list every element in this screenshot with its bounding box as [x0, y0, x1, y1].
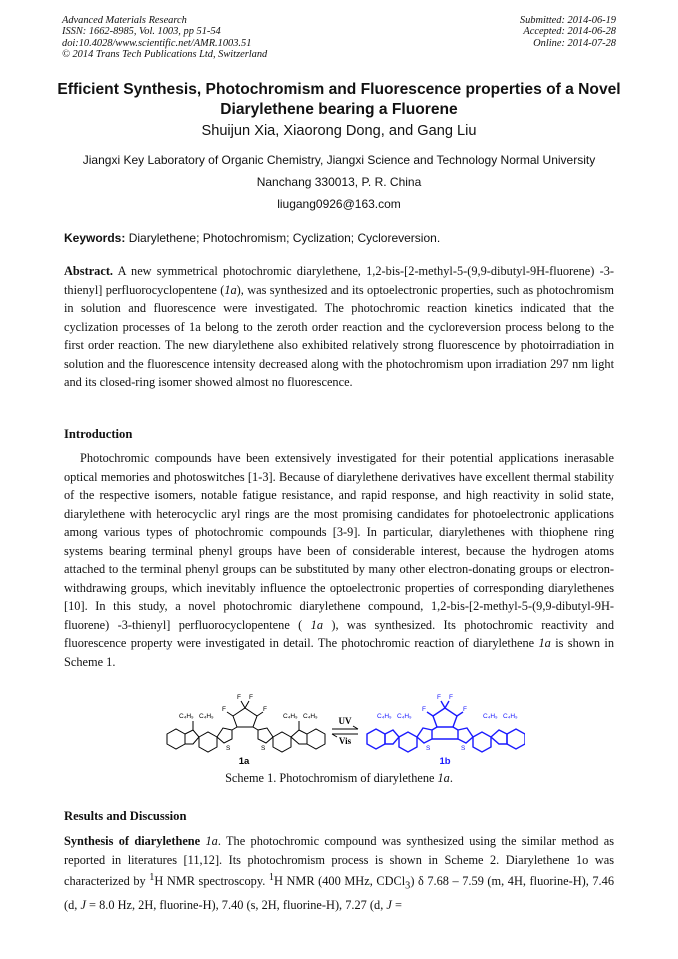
c4h9-label: C₄H₉ [199, 713, 214, 720]
results-compound: 1a [205, 834, 218, 848]
results-text-2: H NMR spectroscopy. [154, 874, 269, 889]
subscript: 3 [405, 880, 411, 892]
fluorine-label: F [237, 694, 241, 701]
results-text-4: ) δ 7.68 – 7.59 (m, 4H, fluorine-H), 7.46 (d, [64, 874, 614, 913]
email: liugang0926@163.com [277, 197, 401, 211]
affiliation-line-1: Jiangxi Key Laboratory of Organic Chemistry, Jiangxi Science and Technology Normal University [82, 153, 596, 167]
open-isomer-label: 1a [238, 756, 250, 767]
intro-text-1: Photochromic compounds have been extensively investigated for their potential applications inerasable optical memories and photoswitches [1-3]. Because of diarylethene derivatives have excellent thermal stability of the respective isomers, notable fatigue resistance, and rapid response, and high reactivity in solid state, diarylethene with heterocyclic aryl rings are the most promising candidates for photoelectronic applications among various types of photochromic compounds [3-9]. In particular, diarylethenes with thiophene ring systems bearing terminal phenyl groups have been of considerable interest, because the hydrogen atoms attached to the terminal phenyl groups can be substituted by many other electron-donating groups or electron-withdrawing groups, which inevitably influence the optoelectronic properties of corresponding diarylethenes [10]. In this study, a novel photochromic diarylethene compound, 1,2-bis-[2-methyl-5-(9,9-dibutyl-9H-fluorene) -3-thienyl] perfluorocyclopentene ( [64, 451, 614, 632]
c4h9-label: C₄H₉ [503, 713, 518, 720]
fluorine-label: F [449, 694, 453, 701]
caption-compound: 1a [437, 771, 450, 785]
c4h9-label: C₄H₉ [377, 713, 392, 720]
c4h9-label: C₄H₉ [179, 713, 194, 720]
introduction-heading: Introduction [64, 427, 133, 441]
closed-isomer-structure [367, 701, 525, 752]
results-text [64, 832, 614, 915]
sulfur-label: S [261, 745, 266, 752]
sulfur-label: S [426, 745, 431, 752]
scheme-1-figure [165, 680, 525, 768]
affiliation [0, 149, 678, 215]
accepted-date: Accepted: 2014-06-28 [523, 26, 616, 38]
c4h9-label: C₄H₉ [483, 713, 498, 720]
fluorine-label: F [463, 706, 467, 713]
sulfur-label: S [226, 745, 231, 752]
scheme-1-caption [0, 771, 678, 786]
submitted-date: Submitted: 2014-06-19 [519, 15, 616, 26]
keywords-text: Diarylethene; Photochromism; Cyclization; Cycloreversion. [128, 231, 441, 245]
sulfur-label: S [461, 745, 466, 752]
vis-label: Vis [338, 736, 352, 746]
results-text-5: = 8.0 Hz, 2H, fluorine-H), 7.40 (s, 2H, fluorine-H), 7.27 (d, [85, 898, 387, 913]
caption-suffix: . [449, 771, 453, 785]
fluorine-label: F [437, 694, 441, 701]
affiliation-line-2: Nanchang 330013, P. R. China [256, 175, 422, 189]
online-date: Online: 2014-07-28 [533, 37, 616, 49]
c4h9-label: C₄H₉ [397, 713, 412, 720]
fluorine-label: F [263, 706, 267, 713]
caption-prefix: Scheme 1. Photochromism of diarylethene [225, 771, 438, 785]
results-text-3: H NMR (400 MHz, CDCl [273, 874, 406, 889]
coupling-constant: J [80, 898, 86, 913]
doi: doi:10.4028/www.scientific.net/AMR.1003.51 [62, 37, 252, 49]
abstract-label: Abstract. [64, 264, 114, 278]
intro-text-2: ), was synthesized. Its photochromic reactivity and fluorescence property were investigated in detail. The photochromic reaction of diarylethene [64, 617, 614, 650]
fluorine-label: F [422, 706, 426, 713]
dates-header [520, 15, 616, 49]
abstract-text-1: A new symmetrical photochromic diarylethene, 1,2-bis-[2-methyl-5-(9,9-dibutyl-9H-fluorene) -3-thienyl] perfluorocyclopentene ( [64, 264, 615, 297]
journal-name: Advanced Materials Research [62, 15, 187, 26]
abstract-text-2: ), was synthesized and its optoelectronic properties, such as photochromism in solution and fluorescence were investigated. The photochromic reaction kinetics indicated that the cyclization processes of 1a belong to the zeroth order reaction and the cycloreversion process belong to the first order reaction. The new diarylethene also exhibited relatively strong fluorescence by photoirradiation in solution and the fluorescence intensity decreased along with the photochromism upon irradiation 297 nm light and its closed-ring isomer showed almost no fluorescence. [64, 282, 614, 389]
issn: ISSN: 1662-8985, Vol. 1003, pp 51-54 [62, 26, 221, 38]
results-text-6: = [391, 898, 402, 913]
c4h9-label: C₄H₉ [303, 713, 318, 720]
intro-compound-2: 1a [538, 636, 551, 650]
journal-header [62, 15, 267, 61]
abstract [64, 262, 614, 392]
uv-label: UV [338, 716, 352, 726]
introduction-text [64, 449, 614, 671]
closed-isomer-label: 1b [439, 756, 451, 767]
superscript: 1 [149, 872, 155, 883]
authors: Shuijun Xia, Xiaorong Dong, and Gang Liu [201, 123, 477, 139]
copyright: © 2014 Trans Tech Publications Ltd, Switzerland [62, 49, 268, 61]
paper-title: Efficient Synthesis, Photochromism and Fluorescence properties of a Novel Diarylethene bearing a Fluorene [57, 81, 621, 118]
superscript: 1 [268, 872, 274, 883]
results-text-1: . The photochromic compound was synthesized using the similar method as reported in literatures [11,12]. Its photochromism process is shown in Scheme 2. Diarylethene 1o was characterized by [64, 834, 614, 889]
fluorine-label: F [222, 706, 226, 713]
c4h9-label: C₄H₉ [283, 713, 298, 720]
abstract-compound: 1a [224, 282, 237, 297]
keywords [64, 231, 440, 245]
intro-text-3: is shown in Scheme 1. [64, 636, 615, 669]
intro-compound: 1a [310, 617, 323, 632]
keywords-label: Keywords: [64, 231, 126, 245]
fluorine-label: F [249, 694, 253, 701]
results-heading: Results and Discussion [64, 809, 187, 823]
results-subheading: Synthesis of diarylethene [64, 834, 201, 848]
open-isomer-structure [167, 701, 325, 752]
coupling-constant: J [386, 898, 392, 913]
